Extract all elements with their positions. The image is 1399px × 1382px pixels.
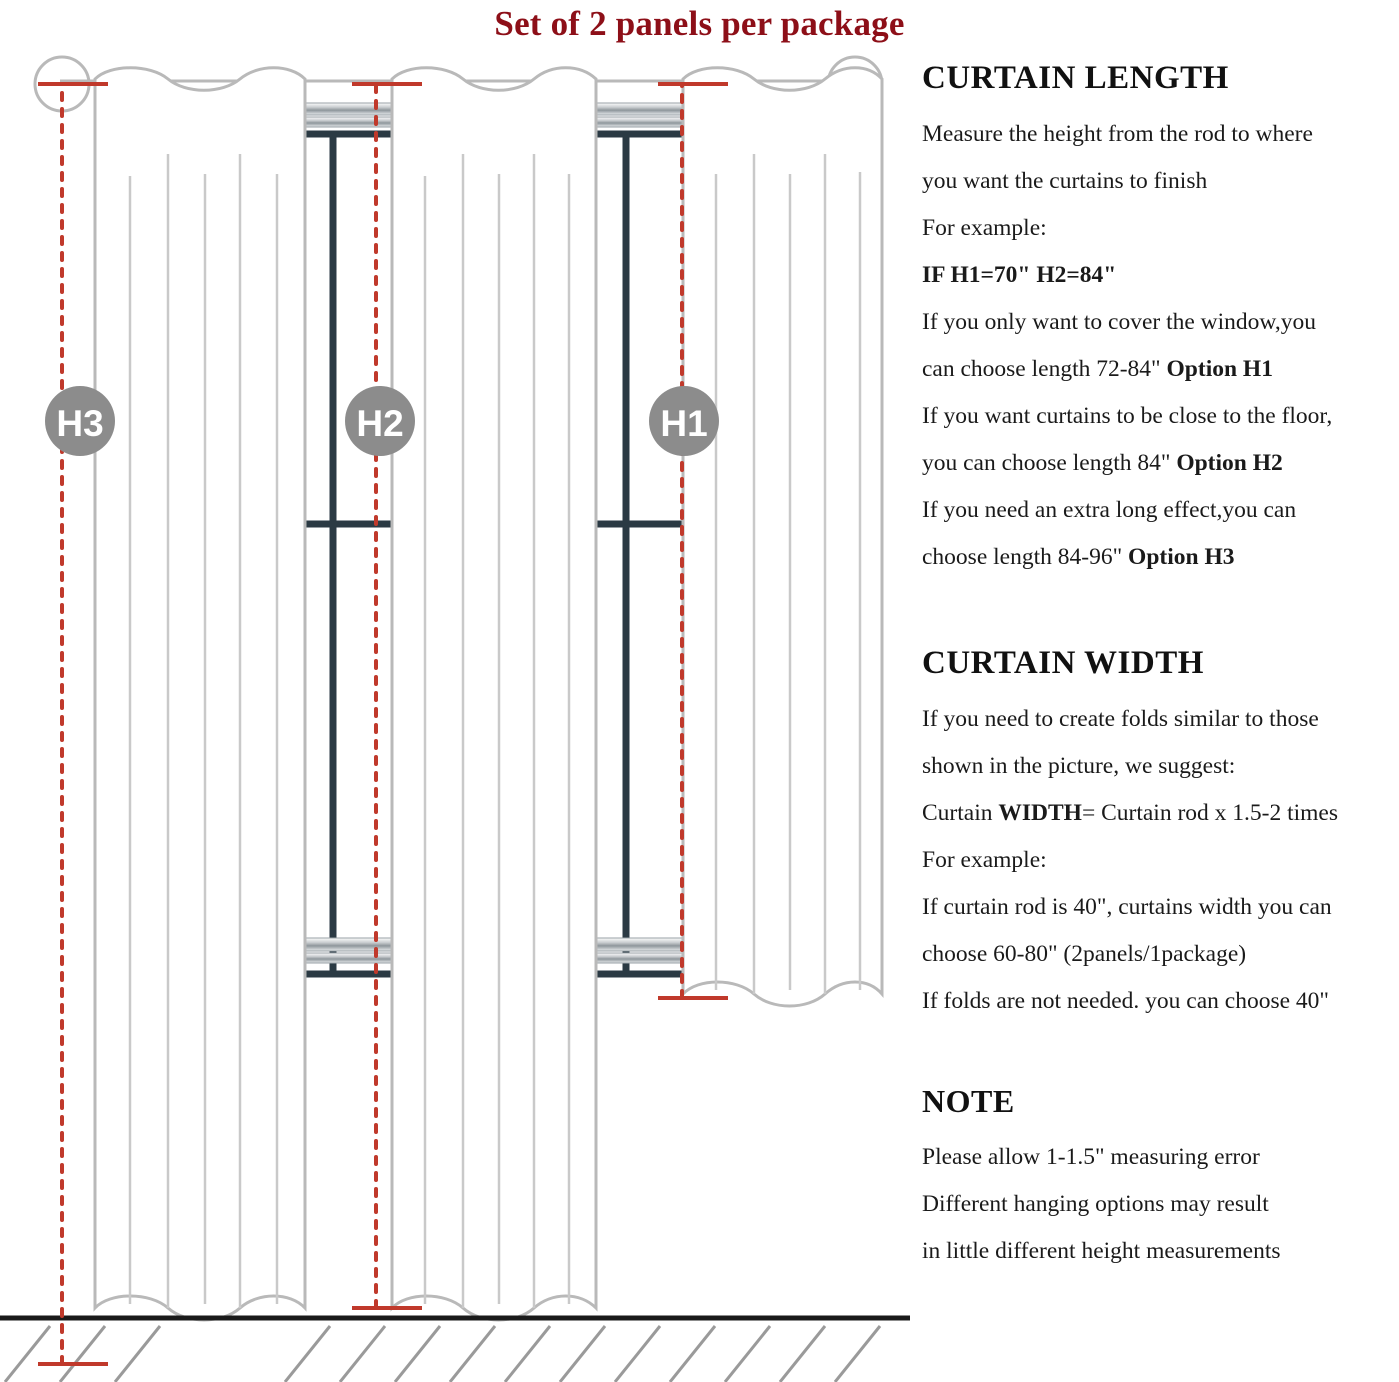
spacer-length-width xyxy=(920,581,1390,645)
curtain-measurement-diagram xyxy=(0,46,910,1382)
note-line-2: Different hanging options may result xyxy=(922,1191,1269,1217)
length-line-10: choose length 84-96" xyxy=(922,544,1129,570)
width-line-7: If folds are not needed. you can choose 40" xyxy=(922,988,1329,1014)
width-line-4: For example: xyxy=(922,847,1047,873)
length-line-1: Measure the height from the rod to where xyxy=(922,121,1313,147)
width-keyword: WIDTH xyxy=(998,800,1082,826)
instructions-column xyxy=(920,60,1390,1382)
note-body xyxy=(922,1134,1390,1275)
width-line-3a: Curtain xyxy=(922,800,999,826)
floor-group xyxy=(0,1318,910,1382)
spacer-width-note xyxy=(920,1025,1390,1083)
length-line-6: can choose length 72-84" xyxy=(922,356,1167,382)
label-h2-text: H2 xyxy=(356,403,404,444)
curtain-length-body xyxy=(922,111,1390,581)
note-line-3: in little different height measurements xyxy=(922,1238,1281,1264)
option-h3-tag: Option H3 xyxy=(1128,544,1235,570)
label-h3 xyxy=(45,386,115,456)
label-h1-text: H1 xyxy=(660,403,708,444)
curtain-panel-mid xyxy=(392,68,596,1320)
label-h2 xyxy=(345,386,415,456)
length-line-2: you want the curtains to finish xyxy=(922,168,1208,194)
width-line-5: If curtain rod is 40", curtains width you can xyxy=(922,894,1332,920)
curtain-width-title: CURTAIN WIDTH xyxy=(922,645,1204,681)
label-h3-text: H3 xyxy=(56,403,104,444)
width-line-3b: = Curtain rod x 1.5-2 times xyxy=(1081,800,1339,826)
option-h1-tag: Option H1 xyxy=(1166,356,1273,382)
length-line-3: For example: xyxy=(922,215,1047,241)
length-line-5: If you only want to cover the window,you xyxy=(922,309,1316,335)
curtain-length-title: CURTAIN LENGTH xyxy=(922,60,1229,96)
note-line-1: Please allow 1-1.5" measuring error xyxy=(922,1144,1260,1170)
length-line-8: you can choose length 84" xyxy=(922,450,1177,476)
curtain-panel-long xyxy=(95,68,305,1320)
width-line-6: choose 60-80" (2panels/1package) xyxy=(922,941,1247,967)
option-h2-tag: Option H2 xyxy=(1176,450,1283,476)
curtain-width-body xyxy=(922,696,1390,1025)
length-line-9: If you need an extra long effect,you can xyxy=(922,497,1297,523)
length-line-4: IF H1=70" H2=84" xyxy=(922,262,1117,288)
package-banner: Set of 2 panels per package xyxy=(494,4,905,43)
label-h1 xyxy=(649,386,719,456)
note-title: NOTE xyxy=(922,1083,1015,1119)
width-line-1: If you need to create folds similar to those xyxy=(922,706,1319,732)
width-line-2: shown in the picture, we suggest: xyxy=(922,753,1236,779)
curtain-panel-short xyxy=(683,68,882,1006)
length-line-7: If you want curtains to be close to the floor, xyxy=(922,403,1333,429)
